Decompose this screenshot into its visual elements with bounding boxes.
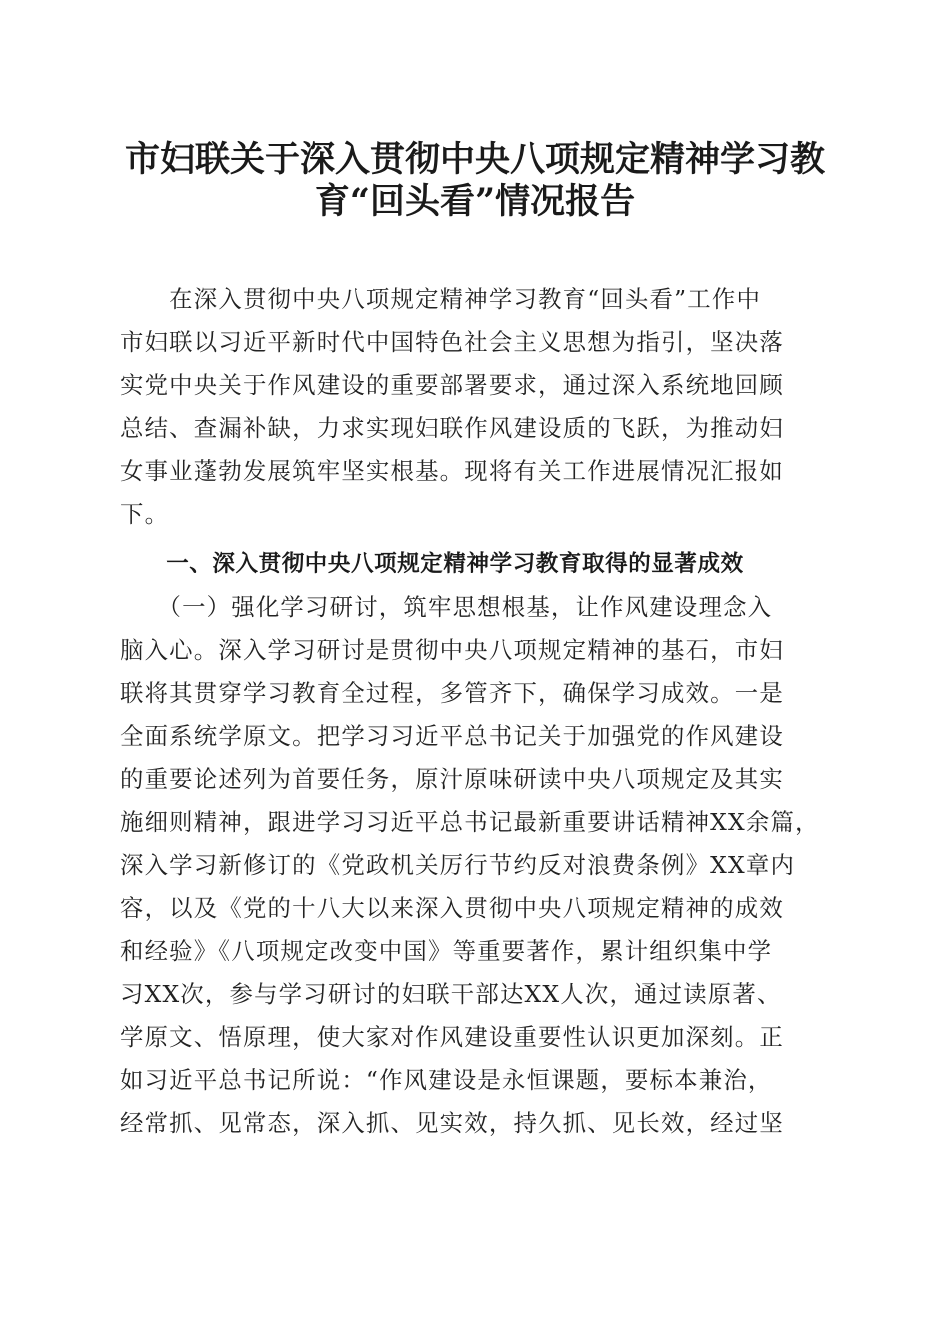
body-text-line: 经常抓、见常态，深入抓、见实效，持久抓、见长效，经过坚 bbox=[120, 1109, 784, 1137]
document-title-line-1: 市妇联关于深入贯彻中央八项规定精神学习教 bbox=[124, 139, 825, 180]
document-title-line-2: 育“回头看”情况报告 bbox=[314, 181, 636, 222]
body-text-line: 总结、查漏补缺，力求实现妇联作风建设质的飞跃，为推动妇 bbox=[120, 414, 784, 442]
body-text-line: 施细则精神，跟进学习习近平总书记最新重要讲话精神XX余篇， bbox=[120, 808, 820, 836]
body-text-line: 学原文、悟原理，使大家对作风建设重要性认识更加深刻。正 bbox=[120, 1023, 784, 1051]
body-text-line: 的重要论述列为首要任务，原汁原味研读中央八项规定及其实 bbox=[120, 765, 784, 793]
body-text-line: （一）强化学习研讨，筑牢思想根基，让作风建设理念入 bbox=[120, 593, 773, 621]
body-text-line: 实党中央关于作风建设的重要部署要求，通过深入系统地回顾 bbox=[120, 371, 784, 399]
body-text-line: 女事业蓬勃发展筑牢坚实根基。现将有关工作进展情况汇报如 bbox=[120, 457, 784, 485]
section-heading: 一、深入贯彻中央八项规定精神学习教育取得的显著成效 bbox=[120, 551, 744, 577]
body-text-line: 联将其贯穿学习教育全过程，多管齐下，确保学习成效。一是 bbox=[120, 679, 784, 707]
body-text-line: 容，以及《党的十八大以来深入贯彻中央八项规定精神的成效 bbox=[120, 894, 784, 922]
body-text-line: 在深入贯彻中央八项规定精神学习教育“回头看”工作中 bbox=[120, 285, 762, 313]
body-text-line: 习XX次，参与学习研讨的妇联干部达XX人次，通过读原著、 bbox=[120, 980, 782, 1008]
body-text-line: 全面系统学原文。把学习习近平总书记关于加强党的作风建设 bbox=[120, 722, 784, 750]
body-text-line: 市妇联以习近平新时代中国特色社会主义思想为指引，坚决落 bbox=[120, 328, 784, 356]
body-text-line: 和经验》《八项规定改变中国》等重要著作，累计组织集中学 bbox=[120, 937, 773, 965]
body-text-line: 脑入心。深入学习研讨是贯彻中央八项规定精神的基石，市妇 bbox=[120, 636, 784, 664]
body-text-line: 深入学习新修订的《党政机关厉行节约反对浪费条例》XX章内 bbox=[120, 851, 796, 879]
body-text-line: 如习近平总书记所说：“作风建设是永恒课题，要标本兼治， bbox=[120, 1066, 773, 1094]
body-text-line: 下。 bbox=[120, 500, 170, 528]
